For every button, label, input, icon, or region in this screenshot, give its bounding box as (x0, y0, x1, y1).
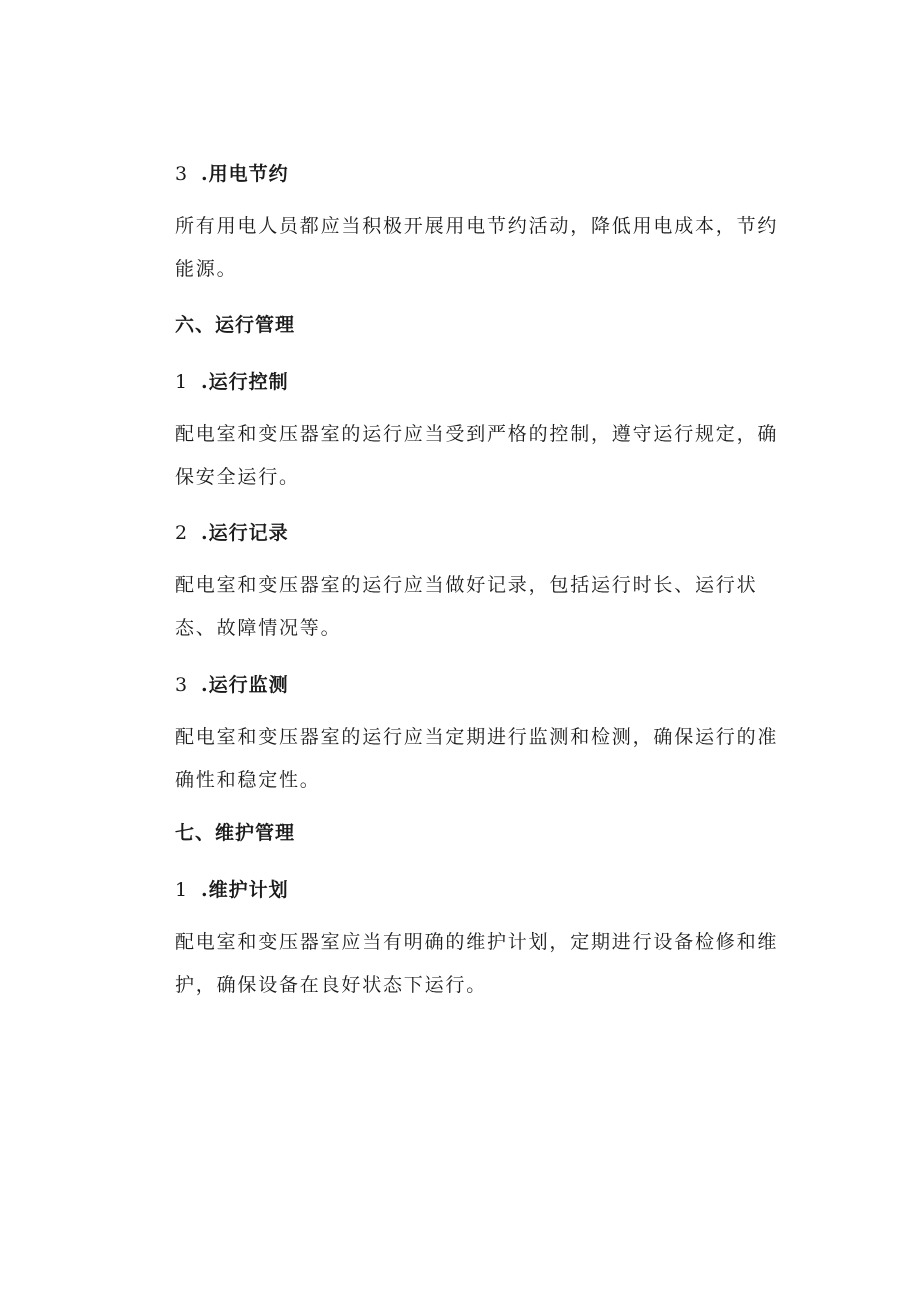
subheading-number: 3 (175, 163, 189, 185)
subheading-operation-monitoring (175, 664, 785, 707)
subheading-title: .运行监测 (201, 674, 289, 696)
subheading-number: 2 (175, 522, 189, 544)
paragraph-power-saving: 所有用电人员都应当积极开展用电节约活动，降低用电成本，节约能源。 (175, 215, 779, 280)
subheading-number: 3 (175, 674, 189, 696)
subheading-operation-control (175, 361, 785, 404)
subheading-maintenance-plan (175, 869, 785, 912)
subheading-number: 1 (175, 371, 189, 393)
heading-operation-management: 六、运行管理 (175, 314, 296, 336)
subheading-title: .维护计划 (201, 879, 289, 901)
paragraph-operation-control: 配电室和变压器室的运行应当受到严格的控制，遵守运行规定，确保安全运行。 (175, 423, 779, 488)
subheading-power-saving (175, 153, 785, 196)
subheading-title: .运行控制 (201, 371, 289, 393)
paragraph-maintenance-plan: 配电室和变压器室应当有明确的维护计划，定期进行设备检修和维护，确保设备在良好状态下运行。 (175, 931, 779, 996)
subheading-operation-record (175, 512, 785, 555)
subheading-number: 1 (175, 879, 189, 901)
heading-maintenance-management: 七、维护管理 (175, 822, 296, 844)
paragraph-operation-record: 配电室和变压器室的运行应当做好记录，包括运行时长、运行状态、故障情况等。 (175, 574, 758, 639)
subheading-title: .用电节约 (201, 163, 289, 185)
subheading-title: .运行记录 (201, 522, 289, 544)
paragraph-operation-monitoring: 配电室和变压器室的运行应当定期进行监测和检测，确保运行的准确性和稳定性。 (175, 726, 779, 791)
